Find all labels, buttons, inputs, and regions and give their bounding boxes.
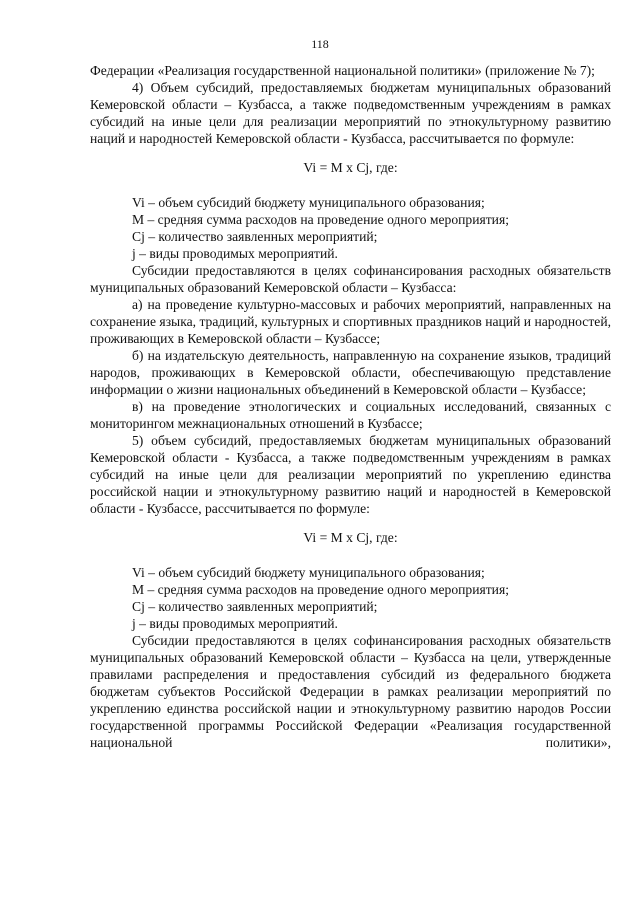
definition-j: j – виды проводимых мероприятий. [132,246,338,261]
paragraph-continuation: Федерации «Реализация государственной национальной политики» (приложение № 7); [90,63,595,78]
definition-m-2: M – средняя сумма расходов на проведение одного мероприятия; [132,582,509,597]
definition-vi: Vi – объем субсидий бюджету муниципального образования; [132,195,485,210]
paragraph-item-b: б) на издательскую деятельность, направленную на сохранение языков, традиций народов, проживающих в Кемеровской области, обеспечивающую представление информации о жизни национальных объединений в Кемеровской области – Кузбассе; [90,348,611,397]
page-number: 118 [311,37,329,51]
paragraph-item-v: в) на проведение этнологических и социальных исследований, связанных с мониторингом межнациональных отношений в Кузбассе; [90,399,611,431]
definition-vi-2: Vi – объем субсидий бюджету муниципального образования; [132,565,485,580]
paragraph-subsidies-goals: Субсидии предоставляются в целях софинансирования расходных обязательств муниципальных образований Кемеровской области – Кузбасса на цели, утвержденные правилами распределения и предоставления субсидий из федерального бюджета бюджетам субъектов Российской Федерации в рамках реализации мероприятий по укреплению единства российской нации и этнокультурному развитию народов России государственной программы Российской Федерации «Реализация государственной национальной политики», [90,633,611,750]
paragraph-item-4: 4) Объем субсидий, предоставляемых бюджетам муниципальных образований Кемеровской области – Кузбасса, а также подведомственным учреждениям в рамках субсидий на иные цели для реализации мероприятий по этнокультурному развитию наций и народностей Кемеровской области - Кузбасса, рассчитывается по формуле: [90,80,611,146]
paragraph-item-5: 5) объем субсидий, предоставляемых бюджетам муниципальных образований Кемеровской области - Кузбасса, а также подведомственным учреждениям в рамках субсидий на иные цели для реализации мероприятий по укреплению единства российской нации и этнокультурному развитию наций и народностей в Кемеровской области - Кузбассе, рассчитывается по формуле: [90,433,611,516]
definition-cj: Cj – количество заявленных мероприятий; [132,229,378,244]
definition-m: M – средняя сумма расходов на проведение одного мероприятия; [132,212,509,227]
paragraph-subsidies-purpose: Субсидии предоставляются в целях софинансирования расходных обязательств муниципальных образований Кемеровской области – Кузбасса: [90,263,611,295]
formula-2: Vi = M x Cj, где: [303,530,398,545]
paragraph-item-a: а) на проведение культурно-массовых и рабочих мероприятий, направленных на сохранение языка, традиций, культурных и спортивных праздников наций и народностей, проживающих в Кемеровской области – Кузбассе; [90,297,611,346]
page-body [90,62,611,751]
definition-cj-2: Cj – количество заявленных мероприятий; [132,599,378,614]
definition-j-2: j – виды проводимых мероприятий. [132,616,338,631]
formula-1: Vi = M x Cj, где: [303,160,398,175]
